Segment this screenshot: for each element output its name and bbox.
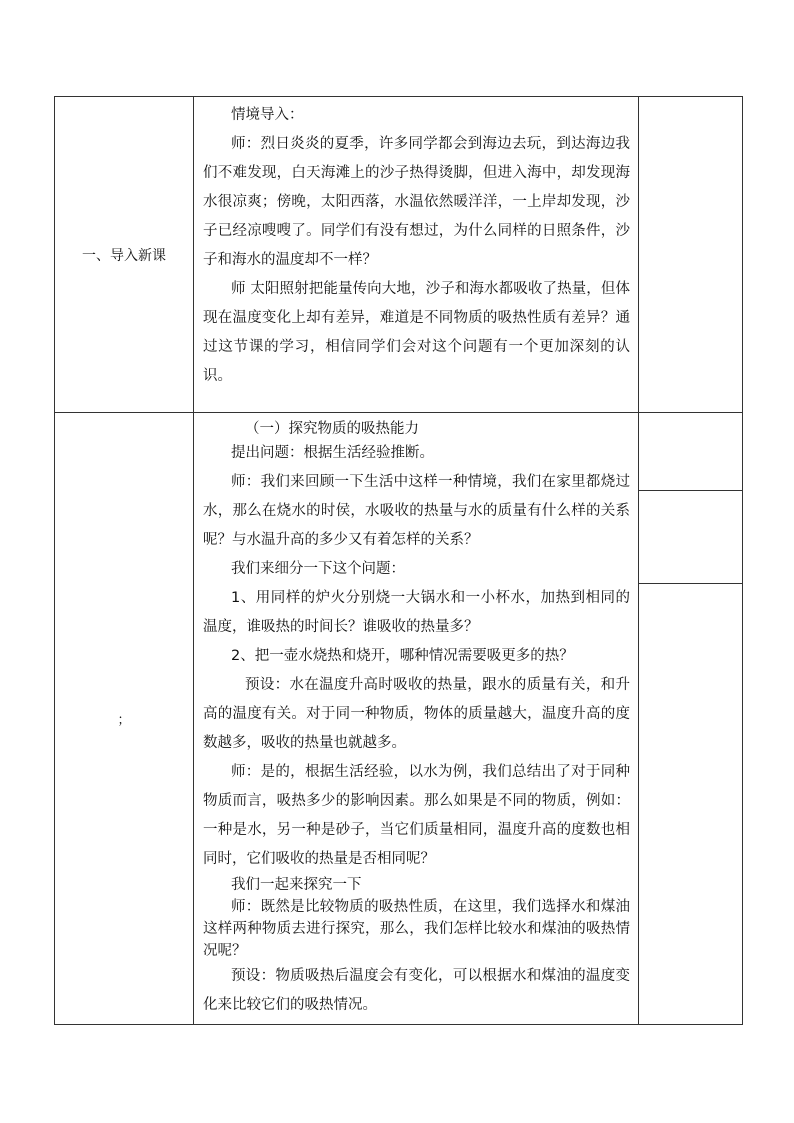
paragraph: 师 太阳照射把能量传向大地，沙子和海水都吸收了热量，但体现在温度变化上却有差异，难道是不同物质的吸热性质有差异？通过这节课的学习，相信同学们会对这个问题有一个更加深刻的认识。	[203, 281, 630, 384]
paragraph: 师：是的，根据生活经验，以水为例，我们总结出了对于同种物质而言，吸热多少的影响因素。那么如果是不同的物质，例如：一种是水，另一种是砂子，当它们质量相同，温度升高的度数也相同时，它们吸收的热量是否相同呢？	[203, 764, 630, 867]
paragraph: 师：既然是比较物质的吸热性质，在这里，我们选择水和煤油这样两种物质去进行探究，那么，我们怎样比较水和煤油的吸热情况呢？	[203, 899, 630, 959]
paragraph: 1、用同样的炉火分别烧一大锅水和一小杯水，加热到相同的温度，谁吸热的时间长？谁吸收的热量多？	[203, 590, 630, 635]
paragraph: 情境导入：	[231, 107, 304, 123]
section-heading: （一）探究物质的吸热能力	[245, 421, 419, 437]
notes-divider	[639, 490, 742, 491]
table-row	[55, 97, 743, 413]
content-block	[194, 97, 638, 395]
paragraph: 我们一起来探究一下	[231, 877, 362, 893]
stage-cell-intro	[55, 97, 194, 413]
lesson-plan-table	[54, 96, 743, 1025]
stage-label: 一、导入新课	[82, 247, 166, 264]
paragraph: 提出问题：根据生活经验推断。	[231, 445, 434, 461]
content-cell-intro	[194, 97, 639, 413]
stage-cell-explore	[55, 413, 194, 1025]
paragraph: 我们来细分一下这个问题：	[231, 561, 405, 577]
stage-label: ；	[117, 713, 131, 728]
paragraph: 师：烈日炎炎的夏季，许多同学都会到海边去玩，到达海边我们不难发现，白天海滩上的沙子热得烫脚，但进入海中，却发现海水很凉爽；傍晚，太阳西落，水温依然暖洋洋，一上岸却发现，沙子已经凉嗖嗖了。同学们有没有想过，为什么同样的日照条件，沙子和海水的温度却不一样？	[203, 136, 630, 268]
notes-divider	[639, 583, 742, 584]
content-cell-explore	[194, 413, 639, 1025]
table-row	[55, 413, 743, 1025]
content-block	[194, 413, 638, 1024]
paragraph: 预设：物质吸热后温度会有变化，可以根据水和煤油的温度变化来比较它们的吸热情况。	[203, 968, 630, 1013]
notes-cell-intro	[639, 97, 743, 413]
paragraph: 师：我们来回顾一下生活中这样一种情境，我们在家里都烧过水，那么在烧水的时侯，水吸收的热量与水的质量有什么样的关系呢？与水温升高的多少又有着怎样的关系？	[203, 474, 630, 548]
paragraph: 预设：水在温度升高时吸收的热量，跟水的质量有关，和升高的温度有关。对于同一种物质，物体的质量越大，温度升高的度数越多，吸收的热量也就越多。	[203, 677, 630, 751]
notes-cell-explore	[639, 413, 743, 1025]
paragraph: 2、把一壶水烧热和烧开，哪种情况需要吸更多的热？	[231, 648, 574, 664]
